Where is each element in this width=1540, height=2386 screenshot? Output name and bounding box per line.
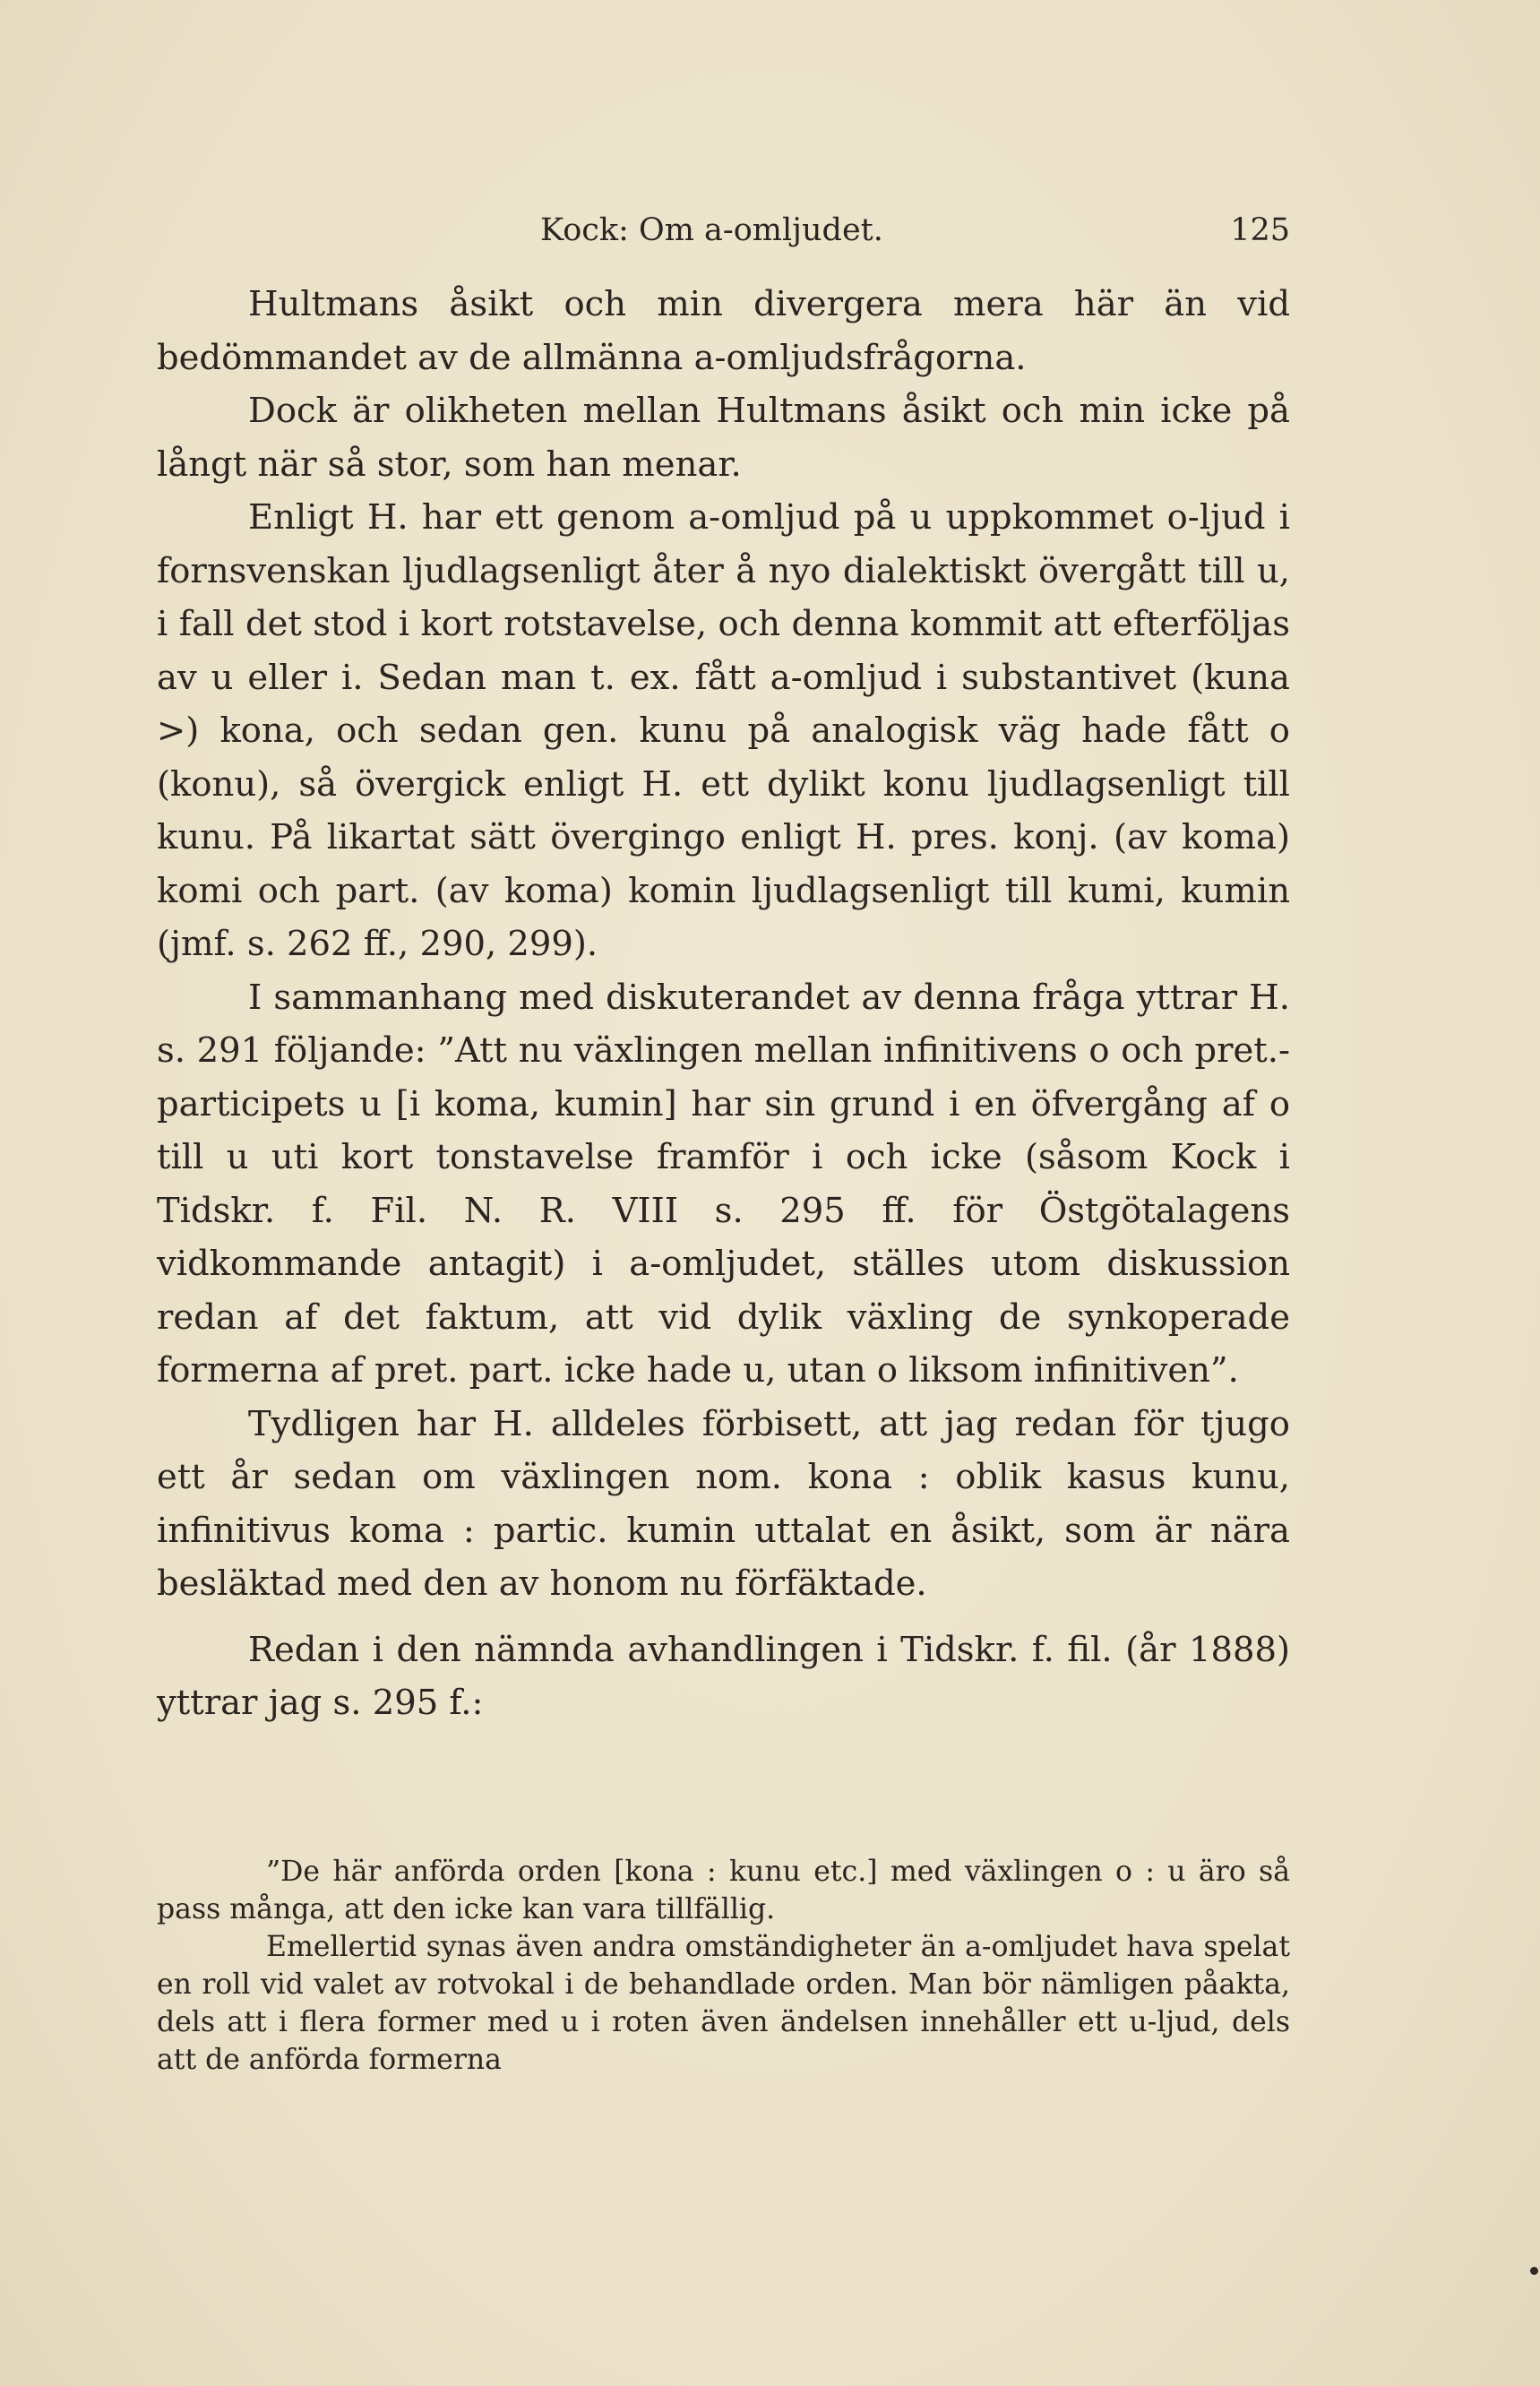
main-text	[157, 278, 1290, 1730]
paragraph-5: Tydligen har H. alldeles förbisett, att jag redan för tjugo ett år sedan om växlingen nom. kona : oblik kasus kunu, infinitivus koma : partic. kumin uttalat en åsikt, som är nära besläktad med den av honom nu förfäktade.	[157, 1403, 1290, 1604]
paragraph-4: I sammanhang med diskuterandet av denna fråga yttrar H. s. 291 följande: ”Att nu växlingen mellan infinitivens o och pret.-participets u [i koma, kumin] har sin grund i en öfvergång af o till u uti kort tonstavelse framför i och icke (såsom Kock i Tidskr. f. Fil. N. R. VIII s. 295 ff. för Östgötalagens vidkommande antagit) i a-omljudet, ställes utom diskussion redan af det faktum, att vid dylik växling de synkoperade formerna af pret. part. icke hade u, utan o liksom infinitiven”.	[157, 977, 1290, 1391]
paragraph-6: Redan i den nämnda avhandlingen i Tidskr. f. fil. (år 1888) yttrar jag s. 295 f.:	[157, 1629, 1290, 1723]
quote-paragraph-1: ”De här anförda orden [kona : kunu etc.] med växlingen o : u äro så pass många, att den icke kan vara tillfällig.	[157, 1856, 1290, 1925]
running-header	[157, 208, 1290, 253]
paragraph-2: Dock är olikheten mellan Hultmans åsikt och min icke på långt när så stor, som han menar.	[157, 391, 1290, 485]
header-title: Kock: Om a-omljudet.	[540, 212, 883, 248]
paragraph-1: Hultmans åsikt och min divergera mera här än vid bedömmandet av de allmänna a-omljudsfrågorna.	[157, 284, 1290, 378]
margin-mark	[1530, 2267, 1538, 2275]
paragraph-3: Enligt H. har ett genom a-omljud på u uppkommet o-ljud i fornsvenskan ljudlagsenligt åter å nyo dialektiskt övergått till u, i fall det stod i kort rotstavelse, och denna kommit att efterföljas av u eller i. Sedan man t. ex. fått a-omljud i substantivet (kuna >) kona, och sedan gen. kunu på analogisk väg hade fått o (konu), så övergick enligt H. ett dylikt konu ljudlagsenligt till kunu. På likartat sätt övergingo enligt H. pres. konj. (av koma) komi och part. (av koma) komin ljudlagsenligt till kumi, kumin (jmf. s. 262 ff., 290, 299).	[157, 497, 1290, 964]
page-number: 125	[1230, 212, 1290, 248]
quote-paragraph-2: Emellertid synas även andra omständigheter än a-omljudet hava spelat en roll vid valet av rotvokal i de behandlade orden. Man bör nämligen påakta, dels att i flera former med u i roten även ändelsen innehåller ett u-ljud, dels att de anförda formerna	[157, 1931, 1290, 2076]
block-quote	[157, 1853, 1290, 2079]
